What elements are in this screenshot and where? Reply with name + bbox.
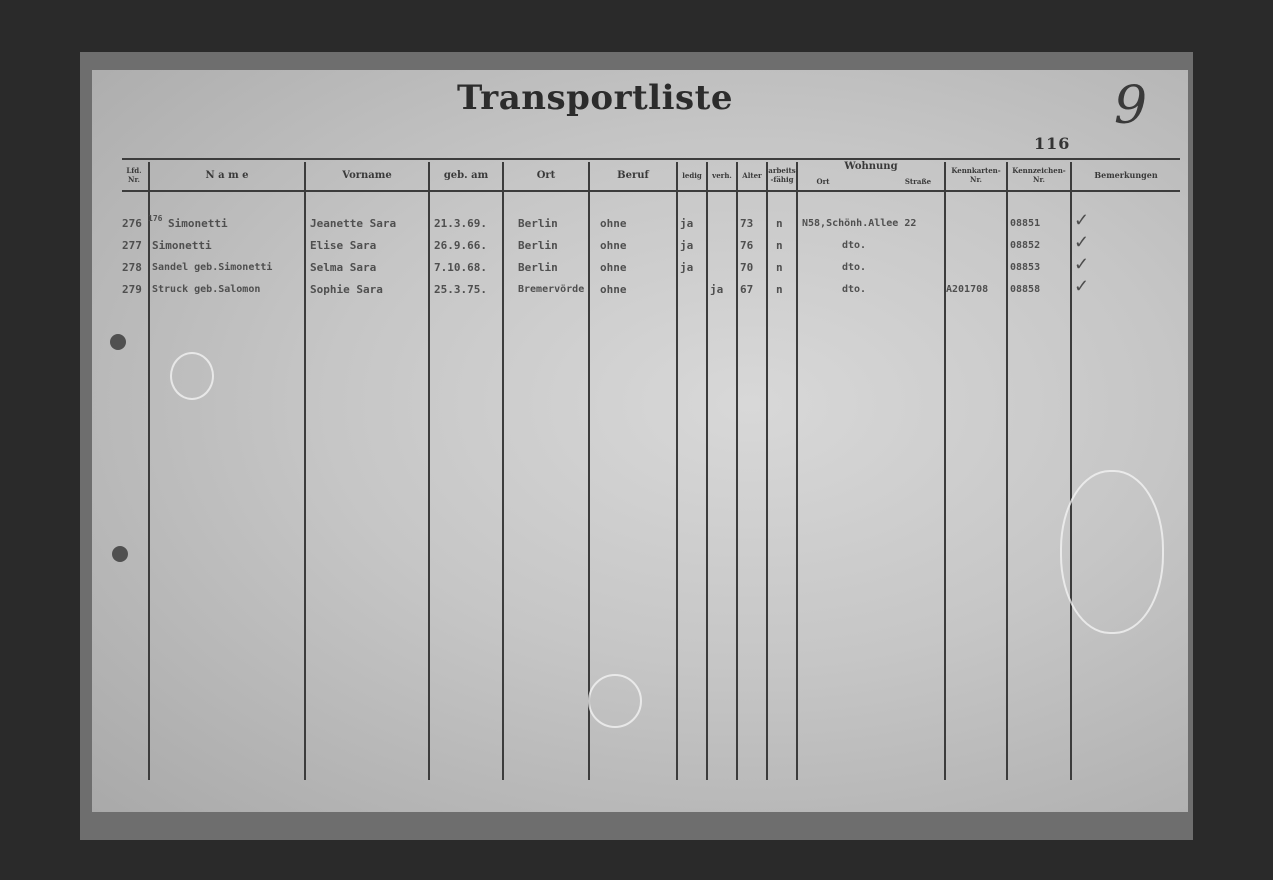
- header-wohnung: Wohnung: [844, 160, 898, 172]
- column-rule: [944, 162, 946, 780]
- cell-geb-am: 26.9.66.: [434, 239, 487, 252]
- cell-alter: 76: [740, 239, 754, 252]
- header-geb-am: geb. am: [443, 169, 489, 181]
- cell-vorname: Jeanette Sara: [310, 217, 397, 230]
- cell-ort: Bremervörde: [518, 284, 585, 295]
- cell-ledig: ja: [680, 217, 694, 230]
- header-lfd-nr: Lfd. Nr.: [126, 166, 142, 184]
- cell-geb-am: 25.3.75.: [434, 283, 487, 296]
- header-beruf: Beruf: [617, 169, 649, 181]
- column-rule: [766, 162, 768, 780]
- column-rule: [428, 162, 430, 780]
- cell-kennzeichen-nr: 08858: [1010, 284, 1041, 295]
- cell-wohnung: dto.: [842, 284, 867, 295]
- cell-ledig: ja: [680, 261, 694, 274]
- stain-mark: [1060, 470, 1164, 634]
- cell-kennzeichen-nr: 08853: [1010, 262, 1041, 273]
- cell-kennzeichen-nr: 08851: [1010, 218, 1041, 229]
- cell-name: Struck geb.Salomon: [152, 284, 261, 295]
- column-rule: [676, 162, 678, 780]
- cell-wohnung: dto.: [842, 240, 867, 251]
- cell-vorname: Selma Sara: [310, 261, 377, 274]
- column-rule: [588, 162, 590, 780]
- check-mark: ✓: [1074, 254, 1090, 275]
- cell-kennkarten-nr: A201708: [946, 284, 989, 295]
- header-verh: verh.: [712, 170, 732, 180]
- header-ort: Ort: [536, 169, 556, 181]
- header-bottom-rule: [122, 190, 1180, 192]
- cell-alter: 70: [740, 261, 754, 274]
- cell-nr-overwrite: 176: [148, 214, 163, 223]
- cell-kennzeichen-nr: 08852: [1010, 240, 1041, 251]
- header-bemerkungen: Bemerkungen: [1094, 169, 1158, 180]
- column-rule: [304, 162, 306, 780]
- punch-hole: [112, 546, 128, 562]
- cell-ort: Berlin: [518, 239, 558, 252]
- column-rule: [148, 162, 150, 780]
- cell-nr: 279: [122, 283, 142, 296]
- handwritten-page-number: 9: [1114, 76, 1148, 136]
- punch-hole: [110, 334, 126, 350]
- cell-verh: ja: [710, 283, 724, 296]
- cell-beruf: ohne: [600, 283, 627, 296]
- stain-mark: [588, 674, 642, 728]
- header-vorname: Vorname: [342, 169, 392, 181]
- cell-vorname: Sophie Sara: [310, 283, 383, 296]
- cell-arbeitsfaehig: n: [776, 217, 783, 230]
- cell-alter: 73: [740, 217, 754, 230]
- cell-nr: 277: [122, 239, 142, 252]
- column-rule: [1006, 162, 1008, 780]
- page-number: 116: [1034, 134, 1071, 153]
- header-alter: Alter: [742, 170, 762, 180]
- cell-geb-am: 21.3.69.: [434, 217, 487, 230]
- column-rule: [502, 162, 504, 780]
- stain-mark: [170, 352, 214, 400]
- column-rule: [796, 162, 798, 780]
- cell-beruf: ohne: [600, 217, 627, 230]
- cell-vorname: Elise Sara: [310, 239, 377, 252]
- cell-beruf: ohne: [600, 261, 627, 274]
- cell-ort: Berlin: [518, 261, 558, 274]
- header-name: N a m e: [205, 169, 249, 181]
- header-wohnung-ort: Ort: [816, 176, 830, 186]
- cell-beruf: ohne: [600, 239, 627, 252]
- cell-geb-am: 7.10.68.: [434, 261, 487, 274]
- check-mark: ✓: [1074, 232, 1090, 253]
- cell-name: Simonetti: [152, 239, 212, 252]
- header-kennkarten-nr: Kennkarten-Nr.: [951, 166, 1001, 184]
- cell-name: Sandel geb.Simonetti: [152, 262, 273, 273]
- cell-nr: 278: [122, 261, 142, 274]
- document-title: Transportliste: [456, 78, 733, 118]
- cell-arbeitsfaehig: n: [776, 261, 783, 274]
- cell-arbeitsfaehig: n: [776, 239, 783, 252]
- header-arbeitsfaehig: arbeits-fähig: [768, 166, 796, 184]
- document-sheet: [92, 70, 1188, 812]
- cell-name: Simonetti: [168, 217, 228, 230]
- cell-wohnung: dto.: [842, 262, 867, 273]
- column-rule: [706, 162, 708, 780]
- header-kennzeichen-nr: Kennzeichen-Nr.: [1012, 166, 1066, 184]
- cell-alter: 67: [740, 283, 754, 296]
- check-mark: ✓: [1074, 276, 1090, 297]
- column-rule: [1070, 162, 1072, 780]
- check-mark: ✓: [1074, 210, 1090, 231]
- cell-ledig: ja: [680, 239, 694, 252]
- cell-ort: Berlin: [518, 217, 558, 230]
- column-rule: [736, 162, 738, 780]
- cell-wohnung: N58,Schönh.Allee 22: [802, 218, 917, 229]
- cell-nr: 276: [122, 217, 142, 230]
- cell-arbeitsfaehig: n: [776, 283, 783, 296]
- header-ledig: ledig: [682, 170, 702, 180]
- header-wohnung-strasse: Straße: [904, 176, 932, 186]
